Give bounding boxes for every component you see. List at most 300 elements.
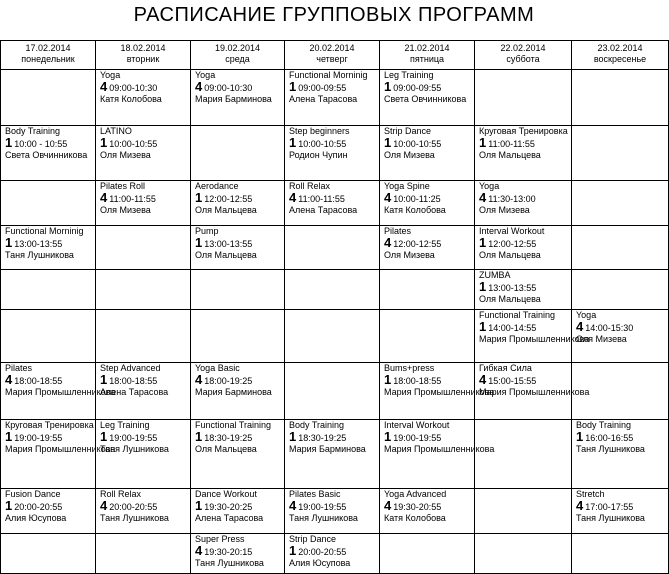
class-time: 19:30-20:15 bbox=[204, 547, 253, 557]
class-time: 09:00-10:30 bbox=[204, 83, 253, 93]
class-cell bbox=[96, 70, 191, 126]
class-cell bbox=[1, 420, 116, 489]
trainer-name: Катя Колобова bbox=[384, 513, 446, 523]
class-cell bbox=[475, 181, 572, 226]
trainer-name: Родион Чупин bbox=[289, 150, 348, 160]
level-number: 1 bbox=[195, 190, 203, 205]
level-number: 1 bbox=[100, 429, 108, 444]
class-cell bbox=[380, 126, 475, 181]
trainer-name: Оля Мизева bbox=[384, 150, 435, 160]
class-name: Super Press bbox=[195, 534, 245, 544]
class-time: 19:00-19:55 bbox=[109, 433, 158, 443]
day-header bbox=[475, 41, 572, 70]
class-name: Dance Workout bbox=[195, 489, 257, 499]
class-cell bbox=[191, 420, 285, 489]
class-time-line bbox=[5, 237, 95, 250]
class-name: Yoga bbox=[479, 181, 500, 191]
trainer-name: Таня Лушникова bbox=[289, 513, 358, 523]
empty-cell bbox=[1, 270, 96, 310]
day-name: вторник bbox=[126, 54, 160, 64]
schedule-row bbox=[1, 226, 669, 270]
class-time: 13:00-13:55 bbox=[488, 283, 537, 293]
trainer-name: Оля Мальцева bbox=[195, 250, 257, 260]
class-name: Body Training bbox=[576, 420, 632, 430]
class-time-line bbox=[479, 321, 571, 334]
day-date: 22.02.2014 bbox=[500, 43, 546, 53]
class-time: 10:00-10:55 bbox=[393, 139, 442, 149]
class-cell bbox=[285, 489, 380, 534]
trainer-name: Мария Промышленникова bbox=[479, 387, 590, 397]
day-name: воскресенье bbox=[593, 54, 647, 64]
class-time-line bbox=[384, 81, 474, 94]
class-time-line bbox=[289, 137, 379, 150]
class-time-line bbox=[289, 431, 379, 444]
class-time-line bbox=[289, 192, 379, 205]
class-time-line bbox=[195, 431, 284, 444]
class-time-line bbox=[479, 137, 571, 150]
class-cell bbox=[191, 489, 285, 534]
class-cell bbox=[96, 363, 191, 420]
trainer-name: Алена Тарасова bbox=[195, 513, 264, 523]
class-name: Interval Workout bbox=[384, 420, 450, 430]
class-name: ZUMBA bbox=[479, 270, 511, 280]
trainer-name: Мария Барминова bbox=[195, 387, 272, 397]
trainer-name: Оля Мальцева bbox=[479, 150, 541, 160]
class-cell bbox=[1, 363, 116, 420]
class-time-line bbox=[384, 431, 474, 444]
day-name: четверг bbox=[316, 54, 348, 64]
class-name: Pilates Roll bbox=[100, 181, 146, 191]
class-time: 16:00-16:55 bbox=[585, 433, 634, 443]
class-name: Functional Morninig bbox=[5, 226, 84, 236]
class-time-line bbox=[289, 545, 379, 558]
level-number: 1 bbox=[195, 235, 203, 250]
day-header bbox=[1, 41, 96, 70]
level-number: 4 bbox=[100, 190, 108, 205]
schedule-row bbox=[1, 70, 669, 126]
day-date: 17.02.2014 bbox=[25, 43, 71, 53]
header-row bbox=[1, 41, 669, 70]
class-name: Leg Training bbox=[384, 70, 434, 80]
level-number: 1 bbox=[5, 135, 13, 150]
level-number: 1 bbox=[384, 429, 392, 444]
class-name: Yoga bbox=[100, 70, 121, 80]
empty-cell bbox=[572, 126, 669, 181]
class-time: 19:00-19:55 bbox=[393, 433, 442, 443]
trainer-name: Таня Лушникова bbox=[195, 558, 264, 568]
trainer-name: Таня Лушникова bbox=[576, 444, 645, 454]
empty-cell bbox=[1, 181, 96, 226]
day-date: 23.02.2014 bbox=[597, 43, 643, 53]
level-number: 4 bbox=[479, 190, 487, 205]
class-time-line bbox=[5, 500, 95, 513]
empty-cell bbox=[572, 226, 669, 270]
class-time-line bbox=[384, 137, 474, 150]
day-header bbox=[96, 41, 191, 70]
class-name: Body Training bbox=[289, 420, 345, 430]
class-name: Yoga Advanced bbox=[384, 489, 447, 499]
level-number: 1 bbox=[195, 429, 203, 444]
class-cell bbox=[572, 489, 669, 534]
level-number: 1 bbox=[289, 543, 297, 558]
class-name: Functional Morninig bbox=[289, 70, 368, 80]
class-time-line bbox=[195, 545, 284, 558]
level-number: 1 bbox=[384, 372, 392, 387]
level-number: 4 bbox=[384, 235, 392, 250]
day-header bbox=[285, 41, 380, 70]
trainer-name: Света Овчинникова bbox=[5, 150, 88, 160]
day-name: пятница bbox=[409, 54, 445, 64]
class-time: 20:00-20:55 bbox=[14, 502, 63, 512]
class-time: 09:00-09:55 bbox=[393, 83, 442, 93]
class-time: 18:00-18:55 bbox=[109, 376, 158, 386]
level-number: 4 bbox=[5, 372, 13, 387]
schedule-row bbox=[1, 181, 669, 226]
class-cell bbox=[96, 126, 191, 181]
empty-cell bbox=[572, 270, 669, 310]
class-time: 20:00-20:55 bbox=[109, 502, 158, 512]
schedule-row bbox=[1, 363, 669, 420]
day-header bbox=[380, 41, 475, 70]
class-time-line bbox=[100, 137, 190, 150]
class-time-line bbox=[384, 500, 474, 513]
empty-cell bbox=[380, 270, 475, 310]
class-cell bbox=[475, 363, 590, 420]
level-number: 4 bbox=[100, 79, 108, 94]
class-cell bbox=[191, 70, 285, 126]
level-number: 4 bbox=[576, 498, 584, 513]
empty-cell bbox=[285, 363, 380, 420]
class-time: 12:00-12:55 bbox=[393, 239, 442, 249]
trainer-name: Алена Тарасова bbox=[289, 205, 358, 215]
class-time: 10:00-10:55 bbox=[109, 139, 158, 149]
class-time-line bbox=[100, 500, 190, 513]
class-time-line bbox=[289, 500, 379, 513]
day-date: 20.02.2014 bbox=[309, 43, 355, 53]
empty-cell bbox=[191, 310, 285, 363]
trainer-name: Оля Мальцева bbox=[195, 444, 257, 454]
empty-cell bbox=[285, 226, 380, 270]
class-name: Yoga Spine bbox=[384, 181, 430, 191]
class-name: Yoga bbox=[195, 70, 216, 80]
class-time: 15:00-15:55 bbox=[488, 376, 537, 386]
class-time: 18:00-19:25 bbox=[204, 376, 253, 386]
trainer-name: Алена Тарасова bbox=[289, 94, 358, 104]
level-number: 1 bbox=[5, 429, 13, 444]
trainer-name: Мария Промышленникова bbox=[479, 334, 590, 344]
trainer-name: Оля Мизева bbox=[100, 205, 151, 215]
class-time-line bbox=[5, 374, 95, 387]
level-number: 1 bbox=[479, 279, 487, 294]
trainer-name: Оля Мальцева bbox=[479, 294, 541, 304]
class-name: Body Training bbox=[5, 126, 61, 136]
class-time-line bbox=[100, 81, 190, 94]
class-time-line bbox=[479, 374, 571, 387]
level-number: 4 bbox=[384, 190, 392, 205]
class-time: 14:00-14:55 bbox=[488, 323, 537, 333]
level-number: 4 bbox=[195, 543, 203, 558]
class-time: 09:00-09:55 bbox=[298, 83, 347, 93]
class-cell bbox=[285, 70, 380, 126]
class-name: Bums+press bbox=[384, 363, 435, 373]
day-header bbox=[572, 41, 669, 70]
trainer-name: Мария Промышленникова bbox=[5, 444, 116, 454]
trainer-name: Катя Колобова bbox=[384, 205, 446, 215]
empty-cell bbox=[1, 310, 96, 363]
class-cell bbox=[1, 489, 96, 534]
class-cell bbox=[1, 226, 96, 270]
class-name: Functional Training bbox=[479, 310, 556, 320]
empty-cell bbox=[285, 270, 380, 310]
empty-cell bbox=[96, 226, 191, 270]
empty-cell bbox=[96, 310, 191, 363]
level-number: 4 bbox=[195, 372, 203, 387]
trainer-name: Мария Барминова bbox=[289, 444, 366, 454]
class-time: 18:30-19:25 bbox=[204, 433, 253, 443]
class-name: Pilates bbox=[5, 363, 33, 373]
level-number: 4 bbox=[100, 498, 108, 513]
class-time-line bbox=[5, 431, 95, 444]
class-cell bbox=[285, 420, 380, 489]
class-time-line bbox=[289, 81, 379, 94]
level-number: 4 bbox=[289, 190, 297, 205]
level-number: 4 bbox=[289, 498, 297, 513]
day-date: 18.02.2014 bbox=[120, 43, 166, 53]
empty-cell bbox=[285, 310, 380, 363]
day-name: суббота bbox=[506, 54, 540, 64]
class-cell bbox=[1, 126, 96, 181]
level-number: 1 bbox=[100, 135, 108, 150]
class-name: Leg Training bbox=[100, 420, 150, 430]
level-number: 4 bbox=[384, 498, 392, 513]
class-time: 19:30-20:25 bbox=[204, 502, 253, 512]
class-cell bbox=[380, 420, 495, 489]
schedule-row bbox=[1, 310, 669, 363]
class-cell bbox=[285, 181, 380, 226]
class-time: 10:00-11:25 bbox=[393, 194, 441, 204]
class-time: 19:30-20:55 bbox=[393, 502, 442, 512]
empty-cell bbox=[96, 270, 191, 310]
level-number: 1 bbox=[479, 319, 487, 334]
class-cell bbox=[475, 226, 572, 270]
trainer-name: Таня Лушникова bbox=[100, 444, 169, 454]
level-number: 1 bbox=[100, 372, 108, 387]
trainer-name: Алия Юсупова bbox=[5, 513, 67, 523]
class-time: 19:00-19:55 bbox=[14, 433, 63, 443]
trainer-name: Таня Лушникова bbox=[5, 250, 74, 260]
class-cell bbox=[380, 489, 475, 534]
class-time-line bbox=[5, 137, 95, 150]
class-cell bbox=[380, 226, 475, 270]
level-number: 4 bbox=[479, 372, 487, 387]
class-time: 14:00-15:30 bbox=[585, 323, 634, 333]
class-time: 18:00-18:55 bbox=[393, 376, 442, 386]
empty-cell bbox=[191, 126, 285, 181]
class-name: Step Advanced bbox=[100, 363, 161, 373]
class-time: 11:00-11:55 bbox=[109, 194, 156, 204]
class-time-line bbox=[195, 237, 284, 250]
class-cell bbox=[572, 310, 669, 363]
trainer-name: Оля Мальцева bbox=[479, 250, 541, 260]
trainer-name: Оля Мизева bbox=[384, 250, 435, 260]
class-name: Aerodance bbox=[195, 181, 239, 191]
class-name: LATINO bbox=[100, 126, 132, 136]
class-time: 11:30-13:00 bbox=[488, 194, 536, 204]
class-name: Круговая Тренировка bbox=[479, 126, 568, 136]
class-name: Pilates bbox=[384, 226, 412, 236]
class-name: Yoga bbox=[576, 310, 597, 320]
empty-cell bbox=[475, 420, 572, 489]
class-cell bbox=[380, 70, 475, 126]
class-time-line bbox=[576, 500, 668, 513]
class-time: 09:00-10:30 bbox=[109, 83, 158, 93]
class-name: Roll Relax bbox=[289, 181, 331, 191]
class-cell bbox=[96, 489, 191, 534]
empty-cell bbox=[572, 181, 669, 226]
class-cell bbox=[191, 363, 285, 420]
class-cell bbox=[475, 126, 572, 181]
class-name: Pilates Basic bbox=[289, 489, 341, 499]
trainer-name: Мария Барминова bbox=[195, 94, 272, 104]
trainer-name: Мария Промышленникова bbox=[384, 444, 495, 454]
empty-cell bbox=[1, 70, 96, 126]
class-cell bbox=[380, 181, 475, 226]
class-name: Yoga Basic bbox=[195, 363, 240, 373]
class-time-line bbox=[576, 321, 668, 334]
empty-cell bbox=[380, 310, 475, 363]
level-number: 1 bbox=[289, 135, 297, 150]
empty-cell bbox=[475, 70, 572, 126]
class-time: 10:00-10:55 bbox=[298, 139, 347, 149]
trainer-name: Света Овчинникова bbox=[384, 94, 467, 104]
class-cell bbox=[572, 420, 669, 489]
level-number: 4 bbox=[195, 79, 203, 94]
class-cell bbox=[475, 270, 572, 310]
schedule-table bbox=[0, 40, 669, 574]
class-name: Гибкая Сила bbox=[479, 363, 532, 373]
class-time: 17:00-17:55 bbox=[585, 502, 634, 512]
trainer-name: Катя Колобова bbox=[100, 94, 162, 104]
class-time-line bbox=[384, 237, 474, 250]
day-date: 21.02.2014 bbox=[404, 43, 450, 53]
class-time-line bbox=[195, 500, 284, 513]
class-name: Strip Dance bbox=[384, 126, 432, 136]
level-number: 1 bbox=[384, 135, 392, 150]
schedule-row bbox=[1, 126, 669, 181]
class-time: 20:00-20:55 bbox=[298, 547, 347, 557]
level-number: 1 bbox=[5, 235, 13, 250]
schedule-row bbox=[1, 489, 669, 534]
class-cell bbox=[191, 226, 285, 270]
trainer-name: Оля Мизева bbox=[479, 205, 530, 215]
class-cell bbox=[96, 181, 191, 226]
class-time: 10:00 - 10:55 bbox=[14, 139, 68, 149]
schedule-row bbox=[1, 420, 669, 489]
level-number: 1 bbox=[289, 79, 297, 94]
level-number: 1 bbox=[5, 498, 13, 513]
trainer-name: Оля Мизева bbox=[576, 334, 627, 344]
class-time: 18:30-19:25 bbox=[298, 433, 347, 443]
class-name: Interval Workout bbox=[479, 226, 545, 236]
class-time-line bbox=[100, 431, 190, 444]
trainer-name: Алия Юсупова bbox=[289, 558, 351, 568]
class-name: Круговая Тренировка bbox=[5, 420, 94, 430]
schedule-row bbox=[1, 270, 669, 310]
day-date: 19.02.2014 bbox=[214, 43, 261, 53]
level-number: 1 bbox=[576, 429, 584, 444]
empty-cell bbox=[380, 534, 475, 574]
level-number: 4 bbox=[576, 319, 584, 334]
empty-cell bbox=[572, 70, 669, 126]
class-time: 13:00-13:55 bbox=[204, 239, 253, 249]
level-number: 1 bbox=[479, 135, 487, 150]
class-time: 18:00-18:55 bbox=[14, 376, 63, 386]
class-time: 12:00-12:55 bbox=[488, 239, 537, 249]
class-name: Functional Training bbox=[195, 420, 272, 430]
trainer-name: Оля Мальцева bbox=[195, 205, 257, 215]
class-name: Step beginners bbox=[289, 126, 350, 136]
class-time-line bbox=[195, 81, 284, 94]
class-time: 13:00-13:55 bbox=[14, 239, 63, 249]
class-time: 19:00-19:55 bbox=[298, 502, 347, 512]
level-number: 1 bbox=[384, 79, 392, 94]
class-cell bbox=[191, 181, 285, 226]
trainer-name: Мария Промышленникова bbox=[384, 387, 495, 397]
schedule-row bbox=[1, 534, 669, 574]
class-name: Roll Relax bbox=[100, 489, 142, 499]
class-time-line bbox=[195, 374, 284, 387]
level-number: 1 bbox=[289, 429, 297, 444]
page-title: РАСПИСАНИЕ ГРУППОВЫХ ПРОГРАММ bbox=[133, 4, 535, 26]
class-time-line bbox=[479, 281, 571, 294]
trainer-name: Таня Лушникова bbox=[100, 513, 169, 523]
empty-cell bbox=[1, 534, 96, 574]
class-name: Strip Dance bbox=[289, 534, 337, 544]
empty-cell bbox=[191, 270, 285, 310]
trainer-name: Таня Лушникова bbox=[576, 513, 645, 523]
class-time-line bbox=[479, 192, 571, 205]
level-number: 1 bbox=[195, 498, 203, 513]
class-name: Pump bbox=[195, 226, 219, 236]
class-cell bbox=[380, 363, 495, 420]
empty-cell bbox=[96, 534, 191, 574]
trainer-name: Мария Промышленникова bbox=[5, 387, 116, 397]
class-name: Fusion Dance bbox=[5, 489, 61, 499]
class-cell bbox=[285, 534, 380, 574]
class-time-line bbox=[384, 374, 474, 387]
empty-cell bbox=[572, 534, 669, 574]
class-time-line bbox=[479, 237, 571, 250]
class-time: 12:00-12:55 bbox=[204, 194, 253, 204]
class-time-line bbox=[576, 431, 668, 444]
class-time-line bbox=[100, 374, 190, 387]
class-time: 11:00-11:55 bbox=[298, 194, 345, 204]
day-name: среда bbox=[225, 54, 250, 64]
class-time-line bbox=[384, 192, 474, 205]
class-time-line bbox=[100, 192, 190, 205]
empty-cell bbox=[475, 534, 572, 574]
day-header bbox=[191, 41, 285, 70]
trainer-name: Оля Мизева bbox=[100, 150, 151, 160]
class-time-line bbox=[195, 192, 284, 205]
class-cell bbox=[191, 534, 285, 574]
level-number: 1 bbox=[479, 235, 487, 250]
class-time: 11:00-11:55 bbox=[488, 139, 535, 149]
class-cell bbox=[96, 420, 191, 489]
class-name: Stretch bbox=[576, 489, 605, 499]
empty-cell bbox=[475, 489, 572, 534]
class-cell bbox=[285, 126, 380, 181]
